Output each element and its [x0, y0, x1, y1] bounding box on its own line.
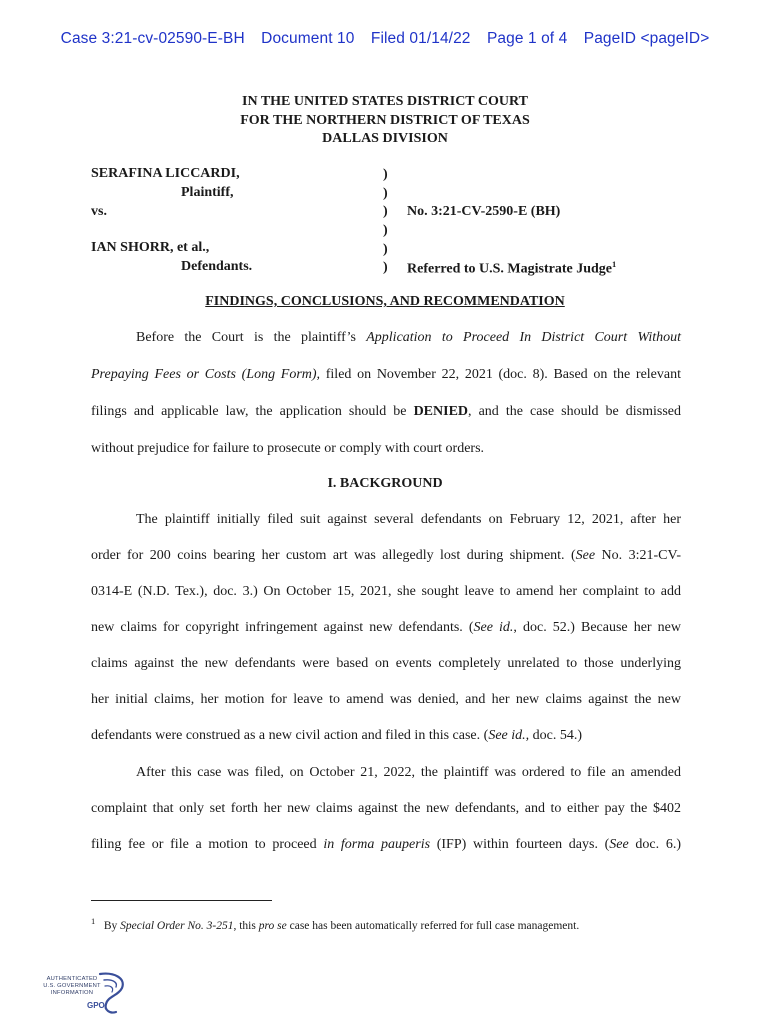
paragraph-line: After this case was filed, on October 21, 2022, the plaintiff was ordered to file an amended [136, 765, 681, 780]
caption-paren: ) [383, 185, 388, 201]
gpo-mark: GPO [87, 1001, 105, 1010]
paragraph-line: order for 200 coins bearing her custom art was allegedly lost during shipment. (See No. 3:21-CV- [91, 548, 681, 563]
footnote-1: $^1$ By Special Order No. 3-251, this pro se case has been automatically referred for full case management. [91, 916, 580, 932]
caption-paren: ) [383, 223, 388, 239]
court-line-1: IN THE UNITED STATES DISTRICT COURT [242, 94, 528, 109]
defendant-role: Defendants. [181, 259, 253, 274]
footnote-mark: 1 [91, 916, 96, 926]
paragraph-line: filing fee or file a motion to proceed in forma pauperis (IFP) within fourteen days. (See doc. 6.) [91, 837, 681, 852]
gpo-eagle-icon [42, 970, 132, 1016]
court-line-3: DALLAS DIVISION [322, 131, 448, 146]
gpo-logo-text: AUTHENTICATED U.S. GOVERNMENT INFORMATION [43, 976, 101, 996]
paragraph-line: new claims for copyright infringement against new defendants. (See id., doc. 52.) Because her new [91, 620, 681, 635]
plaintiff-name: SERAFINA LICCARDI, [91, 166, 240, 181]
case-caption [91, 166, 691, 281]
paragraph-line: complaint that only set forth her new claims against the new defendants, and to either pay the $402 [91, 801, 681, 816]
filed-date-stamp: Filed 01/14/22 [370, 30, 471, 47]
application-title: Application to Proceed In District Court Without [366, 330, 681, 345]
paragraph-line: without prejudice for failure to prosecute or comply with court orders. [91, 441, 485, 456]
plaintiff-role: Plaintiff, [181, 185, 234, 200]
court-title [0, 93, 770, 149]
versus-label: vs. [91, 204, 107, 219]
page-count-stamp: Page 1 of 4 [486, 30, 568, 47]
case-number-stamp: Case 3:21-cv-02590-E-BH [60, 30, 245, 47]
section-heading-background: I. BACKGROUND [327, 476, 443, 491]
referral-text: Referred to U.S. Magistrate Judge [407, 261, 613, 277]
footnote-reference[interactable]: 1 [612, 259, 617, 269]
ecf-header-stamp [0, 30, 770, 48]
defendant-name: IAN SHORR, et al., [91, 240, 210, 255]
caption-paren: ) [383, 260, 388, 276]
paragraph-line: defendants were construed as a new civil action and filed in this case. (See id., doc. 54.) [91, 728, 583, 743]
pageid-stamp: PageID <pageID> [583, 30, 710, 47]
ruling-denied: DENIED [413, 404, 469, 419]
document-number-stamp: Document 10 [261, 30, 355, 47]
application-title: Prepaying Fees or Costs (Long Form), [91, 367, 321, 382]
caption-paren-column [383, 166, 393, 278]
paragraph-line: claims against the new defendants were based on events completely unrelated to those underlying [91, 656, 681, 671]
paragraph-line: Prepaying Fees or Costs (Long Form), filed on November 22, 2021 (doc. 8). Based on the relevant [91, 367, 681, 382]
referral-note [407, 259, 616, 278]
paragraph-line: filings and applicable law, the application should be DENIED, and the case should be dismissed [91, 404, 681, 419]
court-line-2: FOR THE NORTHERN DISTRICT OF TEXAS [240, 112, 530, 128]
paragraph-line: The plaintiff initially filed suit against several defendants on February 12, 2021, after her [136, 512, 681, 527]
document-title: FINDINGS, CONCLUSIONS, AND RECOMMENDATION [205, 294, 565, 309]
case-number: No. 3:21-CV-2590-E (BH) [407, 204, 561, 219]
footnote-divider [91, 900, 272, 901]
gpo-authentication-logo [42, 970, 132, 1016]
caption-paren: ) [383, 241, 388, 257]
paragraph-line: Before the Court is the plaintiff’s Application to Proceed In District Court Without [136, 330, 681, 345]
paragraph-line: 0314-E (N.D. Tex.), doc. 3.) On October 15, 2021, she sought leave to amend her complaint to add [91, 584, 681, 599]
caption-paren: ) [383, 204, 388, 220]
paragraph-line: her initial claims, her motion for leave to amend was denied, and her new claims against the new [91, 692, 681, 707]
caption-paren: ) [383, 167, 388, 182]
